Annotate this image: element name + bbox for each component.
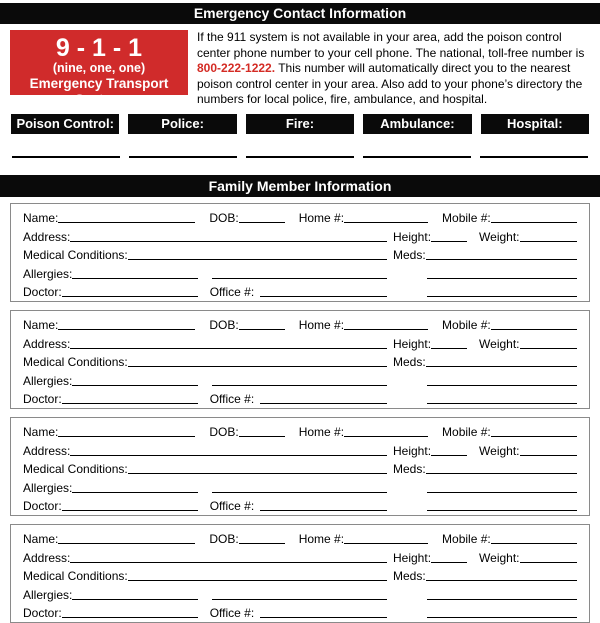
info-text-before: If the 911 system is not available in your area, add the poison control center phone number to your cell phone. The national, toll-free number is — [197, 30, 585, 60]
height-label: Height: — [393, 550, 432, 565]
member-row-name — [23, 208, 577, 226]
member-row-address — [23, 226, 577, 244]
office-phone-fill-line — [260, 403, 387, 404]
call-911-number: 9 - 1 - 1 — [55, 34, 143, 62]
doctor-label: Doctor: — [23, 605, 62, 620]
meds-fill-line — [426, 473, 577, 474]
member-row-medical — [23, 459, 577, 477]
meds-fill-line-3 — [427, 296, 577, 297]
allergies-fill-line — [72, 278, 198, 279]
medical-conditions-fill-line — [128, 580, 387, 581]
mobile-phone-fill-line — [491, 329, 577, 330]
height-fill-line — [431, 241, 467, 242]
address-label: Address: — [23, 336, 71, 351]
emergency-contacts-labels — [11, 114, 589, 134]
allergies-fill-line-2 — [212, 278, 387, 279]
name-fill-line — [58, 543, 195, 544]
member-row-doctor — [23, 389, 577, 407]
meds-fill-line-2 — [427, 492, 577, 493]
doctor-label: Doctor: — [23, 498, 62, 513]
mobile-phone-label: Mobile #: — [442, 425, 491, 440]
allergies-label: Allergies: — [23, 266, 73, 281]
home-phone-fill-line — [344, 222, 428, 223]
member-row-medical — [23, 245, 577, 263]
allergies-label: Allergies: — [23, 480, 73, 495]
office-phone-fill-line — [260, 617, 387, 618]
member-row-name — [23, 529, 577, 547]
dob-label: DOB: — [209, 318, 239, 333]
doctor-label: Doctor: — [23, 391, 62, 406]
weight-label: Weight: — [479, 336, 520, 351]
allergies-fill-line-2 — [212, 599, 387, 600]
office-phone-fill-line — [260, 510, 387, 511]
contact-fill-line — [363, 156, 471, 158]
medical-conditions-fill-line — [128, 366, 387, 367]
meds-fill-line — [426, 366, 577, 367]
member-row-address — [23, 333, 577, 351]
medical-conditions-label: Medical Conditions: — [23, 462, 128, 477]
office-phone-label: Office #: — [209, 498, 255, 513]
meds-fill-line-2 — [427, 278, 577, 279]
medical-conditions-label: Medical Conditions: — [23, 355, 128, 370]
home-phone-fill-line — [344, 329, 428, 330]
height-label: Height: — [393, 443, 432, 458]
home-phone-label: Home #: — [298, 532, 345, 547]
weight-fill-line — [520, 562, 578, 563]
weight-fill-line — [520, 241, 578, 242]
dob-label: DOB: — [209, 532, 239, 547]
name-label: Name: — [23, 318, 59, 333]
contact-label-fire: Fire: — [246, 114, 354, 134]
mobile-phone-label: Mobile #: — [442, 318, 491, 333]
medical-conditions-label: Medical Conditions: — [23, 569, 128, 584]
emergency-form-page — [0, 3, 600, 623]
member-row-doctor — [23, 603, 577, 621]
home-phone-fill-line — [344, 436, 428, 437]
allergies-fill-line-2 — [212, 385, 387, 386]
member-row-allergies — [23, 370, 577, 388]
address-fill-line — [70, 562, 387, 563]
family-section-header: Family Member Information — [0, 175, 600, 197]
meds-label: Meds: — [393, 569, 426, 584]
dob-fill-line — [239, 222, 285, 223]
meds-label: Meds: — [393, 462, 426, 477]
mobile-phone-fill-line — [491, 436, 577, 437]
poison-control-phone-number: 800-222-1222. — [197, 61, 276, 76]
meds-label: Meds: — [393, 355, 426, 370]
dob-fill-line — [239, 543, 285, 544]
contact-fill-line — [129, 156, 237, 158]
address-fill-line — [70, 241, 387, 242]
meds-fill-line-3 — [427, 403, 577, 404]
member-row-doctor — [23, 496, 577, 514]
weight-fill-line — [520, 348, 578, 349]
address-fill-line — [70, 455, 387, 456]
office-phone-label: Office #: — [209, 391, 255, 406]
mobile-phone-fill-line — [491, 543, 577, 544]
address-fill-line — [70, 348, 387, 349]
weight-label: Weight: — [479, 229, 520, 244]
meds-fill-line-3 — [427, 617, 577, 618]
info-text-after: This number will automatically direct you to the nearest poison control center in your area. Also add to your phone’s directory the numbers for local police, fire, ambulance, and hospital. — [197, 61, 583, 107]
home-phone-label: Home #: — [298, 211, 345, 226]
meds-fill-line-2 — [427, 385, 577, 386]
member-row-medical — [23, 566, 577, 584]
name-fill-line — [58, 222, 195, 223]
dob-fill-line — [239, 329, 285, 330]
emergency-contacts-fill-lines — [12, 156, 588, 158]
height-label: Height: — [393, 336, 432, 351]
contact-label-police: Police: — [128, 114, 236, 134]
call-911-subtitle: (nine, one, one) — [52, 61, 146, 75]
contact-label-ambulance: Ambulance: — [363, 114, 471, 134]
meds-fill-line — [426, 580, 577, 581]
allergies-fill-line — [72, 385, 198, 386]
meds-label: Meds: — [393, 248, 426, 263]
dob-fill-line — [239, 436, 285, 437]
address-label: Address: — [23, 443, 71, 458]
home-phone-label: Home #: — [298, 425, 345, 440]
member-row-address — [23, 440, 577, 458]
member-row-allergies — [23, 477, 577, 495]
meds-fill-line — [426, 259, 577, 260]
allergies-fill-line-2 — [212, 492, 387, 493]
family-member-box — [10, 524, 590, 623]
doctor-fill-line — [62, 510, 198, 511]
family-members — [10, 203, 590, 623]
weight-label: Weight: — [479, 550, 520, 565]
meds-fill-line-2 — [427, 599, 577, 600]
call-911-box — [10, 30, 188, 107]
contact-label-poison-control: Poison Control: — [11, 114, 119, 134]
doctor-fill-line — [62, 617, 198, 618]
name-label: Name: — [23, 211, 59, 226]
meds-fill-line-3 — [427, 510, 577, 511]
member-row-allergies — [23, 584, 577, 602]
name-label: Name: — [23, 425, 59, 440]
height-fill-line — [431, 348, 467, 349]
member-row-name — [23, 422, 577, 440]
mobile-phone-label: Mobile #: — [442, 211, 491, 226]
mobile-phone-label: Mobile #: — [442, 532, 491, 547]
office-phone-label: Office #: — [209, 284, 255, 299]
contact-fill-line — [246, 156, 354, 158]
office-phone-fill-line — [260, 296, 387, 297]
family-member-box — [10, 203, 590, 302]
mobile-phone-fill-line — [491, 222, 577, 223]
dob-label: DOB: — [209, 425, 239, 440]
doctor-label: Doctor: — [23, 284, 62, 299]
name-fill-line — [58, 436, 195, 437]
contact-fill-line — [480, 156, 588, 158]
contact-fill-line — [12, 156, 120, 158]
family-member-box — [10, 310, 590, 409]
height-fill-line — [431, 455, 467, 456]
name-label: Name: — [23, 532, 59, 547]
address-label: Address: — [23, 229, 71, 244]
member-row-name — [23, 315, 577, 333]
top-section — [10, 30, 590, 108]
home-phone-fill-line — [344, 543, 428, 544]
name-fill-line — [58, 329, 195, 330]
office-phone-label: Office #: — [209, 605, 255, 620]
medical-conditions-label: Medical Conditions: — [23, 248, 128, 263]
weight-label: Weight: — [479, 443, 520, 458]
poison-control-info-text — [197, 30, 590, 108]
allergies-fill-line — [72, 492, 198, 493]
allergies-label: Allergies: — [23, 373, 73, 388]
allergies-label: Allergies: — [23, 587, 73, 602]
medical-conditions-fill-line — [128, 259, 387, 260]
member-row-doctor — [23, 282, 577, 300]
allergies-fill-line — [72, 599, 198, 600]
member-row-allergies — [23, 263, 577, 281]
dob-label: DOB: — [209, 211, 239, 226]
address-label: Address: — [23, 550, 71, 565]
home-phone-label: Home #: — [298, 318, 345, 333]
family-member-box — [10, 417, 590, 516]
doctor-fill-line — [62, 403, 198, 404]
contact-label-hospital: Hospital: — [481, 114, 589, 134]
height-fill-line — [431, 562, 467, 563]
member-row-address — [23, 547, 577, 565]
medical-conditions-fill-line — [128, 473, 387, 474]
height-label: Height: — [393, 229, 432, 244]
member-row-medical — [23, 352, 577, 370]
emergency-section-header: Emergency Contact Information — [0, 3, 600, 24]
weight-fill-line — [520, 455, 578, 456]
call-911-caption: Emergency Transport System — [29, 76, 169, 107]
doctor-fill-line — [62, 296, 198, 297]
